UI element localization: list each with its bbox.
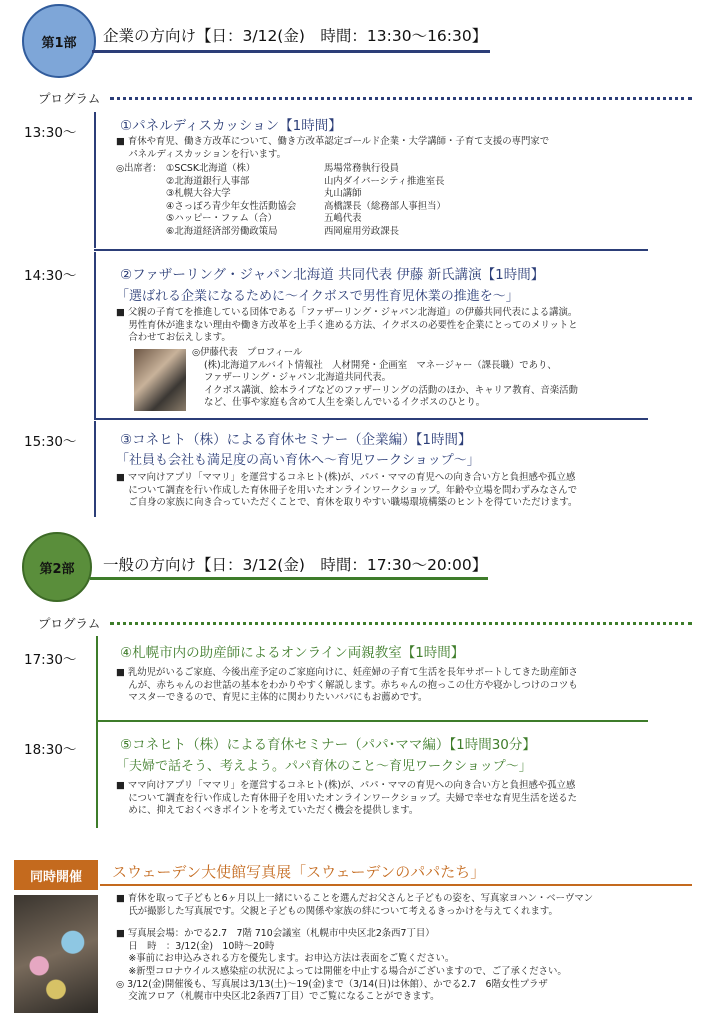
session-description: ■ ママ向けアプリ「ママリ」を運営するコネヒト(株)が、パパ・ママの育児への向き合い方と負担感や孤立感 について調査を行い作成した育休冊子を用いたオンラインワークショップ。年齢や立場を問わずみなさんで ご自身の家族に向き合っていただくことで、育休を取りやすい職場環境構築のヒントを得ていただけます。 — [116, 472, 578, 509]
panelist-org: ④さっぽろ青少年女性活動協会 — [166, 200, 297, 212]
part1-program-divider — [110, 97, 692, 100]
session-heading: ②ファザーリング・ジャパン北海道 共同代表 伊藤 新氏講演【1時間】 — [120, 267, 545, 283]
session-time: 18:30～ — [24, 742, 77, 758]
part1-title: 企業の方向け【日：3/12(金) 時間：13:30～16:30】 — [103, 27, 488, 45]
panelist-person: 高橋課長（総務部人事担当） — [324, 200, 446, 212]
panelist-persons — [324, 163, 446, 239]
part1-title-underline — [92, 50, 490, 53]
concurrent-description: ■ 育休を取って子どもと6ヶ月以上一緒にいることを選んだお父さんと子どもの姿を、写真家ヨハン・ベーヴマン 氏が撮影した写真展です。父親と子どもの関係や家族の絆について考えるきっかけを与えてくれます。 ■ 写真展会場：かでる2.7 7階 710会議室（札幌市中央区北2条西7丁目） 日 時 ：3/12(金) 10時～20時 ※事前にお申込みされる方を優先します。お申込方法は表面をご覧ください。 ※新型コロナウイルス感染症の状況によっては開催を中止する場合がございますので、ご了承ください。 ◎ 3/12(金)開催後も、写真展は3/13(土)～19(金)まで（3/14(日)は休館）、かでる2.7 6階女性プラザ 交流フロア（札幌市中央区北2条西7丁目）でご覧になることができます。 — [116, 893, 594, 1003]
session-subheading: 「社員も会社も満足度の高い育休へ～育児ワークショップ～」 — [116, 453, 480, 468]
session-description: ■ 乳幼児がいるご家庭、今後出産予定のご家庭向けに、妊産婦の子育て生活を長年サポートしてきた助産師さ んが、赤ちゃんのお世話の基本をわかりやすく解説します。赤ちゃんの抱っこの仕方や寝かしつけのコツも マスターできるので、育児に主体的に関わりたいパパにもお薦めです。 — [116, 667, 578, 704]
session-timeline — [94, 112, 96, 248]
part2-program-divider — [110, 622, 692, 625]
session-timeline — [96, 636, 98, 720]
session-subheading: 「選ばれる企業になるために～イクボスで男性育児休業の推進を～」 — [116, 289, 519, 304]
panelist-org: ②北海道銀行人事部 — [166, 175, 250, 187]
panelist-person: 五嶋代表 — [324, 213, 362, 225]
part2-program-label: プログラム — [38, 616, 101, 631]
panel-label: ◎出席者： — [116, 163, 162, 174]
session-divider — [96, 720, 648, 722]
part1-program-label: プログラム — [38, 91, 101, 106]
panelist-org: ①SCSK北海道（株） — [166, 163, 256, 174]
panelist-person: 西岡雇用労政課長 — [324, 225, 400, 237]
panelist-org: ⑥北海道経済部労働政策局 — [166, 225, 278, 237]
concurrent-tag-label: 同時開催 — [29, 869, 82, 885]
part2-badge-label: 第2部 — [39, 561, 75, 577]
session-heading: ④札幌市内の助産師によるオンライン両親教室【1時間】 — [120, 645, 465, 661]
part2-title: 一般の方向け【日：3/12(金) 時間：17:30～20:00】 — [103, 556, 488, 574]
session-description: ■ ママ向けアプリ「ママリ」を運営するコネヒト(株)が、パパ・ママの育児への向き合い方と負担感や孤立感 について調査を行い作成した育休冊子を用いたオンラインワークショップ。夫婦で幸せな育児生活を送るた めに、抑えておくべきポイントを考えていただく機会を提供します。 — [116, 780, 577, 817]
concurrent-title: スウェーデン大使館写真展「スウェーデンのパパたち」 — [112, 863, 486, 881]
part2-badge — [22, 532, 92, 602]
session-time: 15:30～ — [24, 434, 77, 450]
part1-badge-label: 第1部 — [41, 35, 77, 51]
session-timeline — [94, 421, 96, 517]
part2-title-underline — [90, 577, 488, 580]
session-divider — [94, 418, 648, 420]
panelist-person: 山内ダイバーシティ推進室長 — [324, 175, 445, 187]
session-description: ■ 育休や育児、働き方改革について、働き方改革認定ゴールド企業・大学講師・子育て支援の専門家で パネルディスカッションを行います。 — [116, 136, 550, 160]
session-time: 13:30～ — [24, 125, 77, 141]
session-time: 14:30～ — [24, 268, 77, 284]
concurrent-title-underline — [100, 884, 692, 886]
session-divider — [94, 249, 648, 251]
speaker-profile: ◎伊藤代表 プロフィール (株)北海道アルバイト情報社 人材開発・企画室 マネージャー（課長職）であり、 ファザーリング・ジャパン北海道共同代表。 イクボス講演、絵本ライブなどのファザーリングの活動のほか、キャリア教育、音楽活動 など、仕事や家庭も含めて人生を楽しんでいるイクボスのひとり。 — [192, 347, 578, 409]
part1-badge — [22, 4, 96, 78]
session-heading: ①パネルディスカッション【1時間】 — [120, 118, 342, 134]
session-heading: ③コネヒト（株）による育休セミナー（企業編）【1時間】 — [120, 432, 472, 448]
concurrent-tag — [14, 860, 98, 890]
exhibition-photo — [14, 895, 98, 1013]
session-subheading: 「夫婦で話そう、考えよう。パパ育休のこと～育児ワークショップ～」 — [116, 759, 532, 774]
session-description: ■ 父親の子育てを推進している団体である「ファザーリング・ジャパン北海道」の伊藤共同代表による講演。 男性育休が進まない理由や働き方改革を上手く進める方法、イクボスの必要性を企業にとってのメリットと 合わせてお伝えします。 — [116, 307, 578, 344]
panelist-org: ⑤ハッピー・ファム（合） — [166, 213, 277, 225]
session-timeline — [94, 252, 96, 418]
session-heading: ⑤コネヒト（株）による育休セミナー（パパ･ママ編）【1時間30分】 — [120, 737, 536, 753]
panelist-person: 馬場常務執行役員 — [324, 163, 400, 174]
session-timeline — [96, 722, 98, 828]
speaker-photo — [134, 349, 186, 411]
panelist-person: 丸山講師 — [324, 188, 362, 200]
session-time: 17:30～ — [24, 652, 77, 668]
panelist-org: ③札幌大谷大学 — [166, 188, 231, 200]
panelist-orgs — [166, 163, 296, 239]
